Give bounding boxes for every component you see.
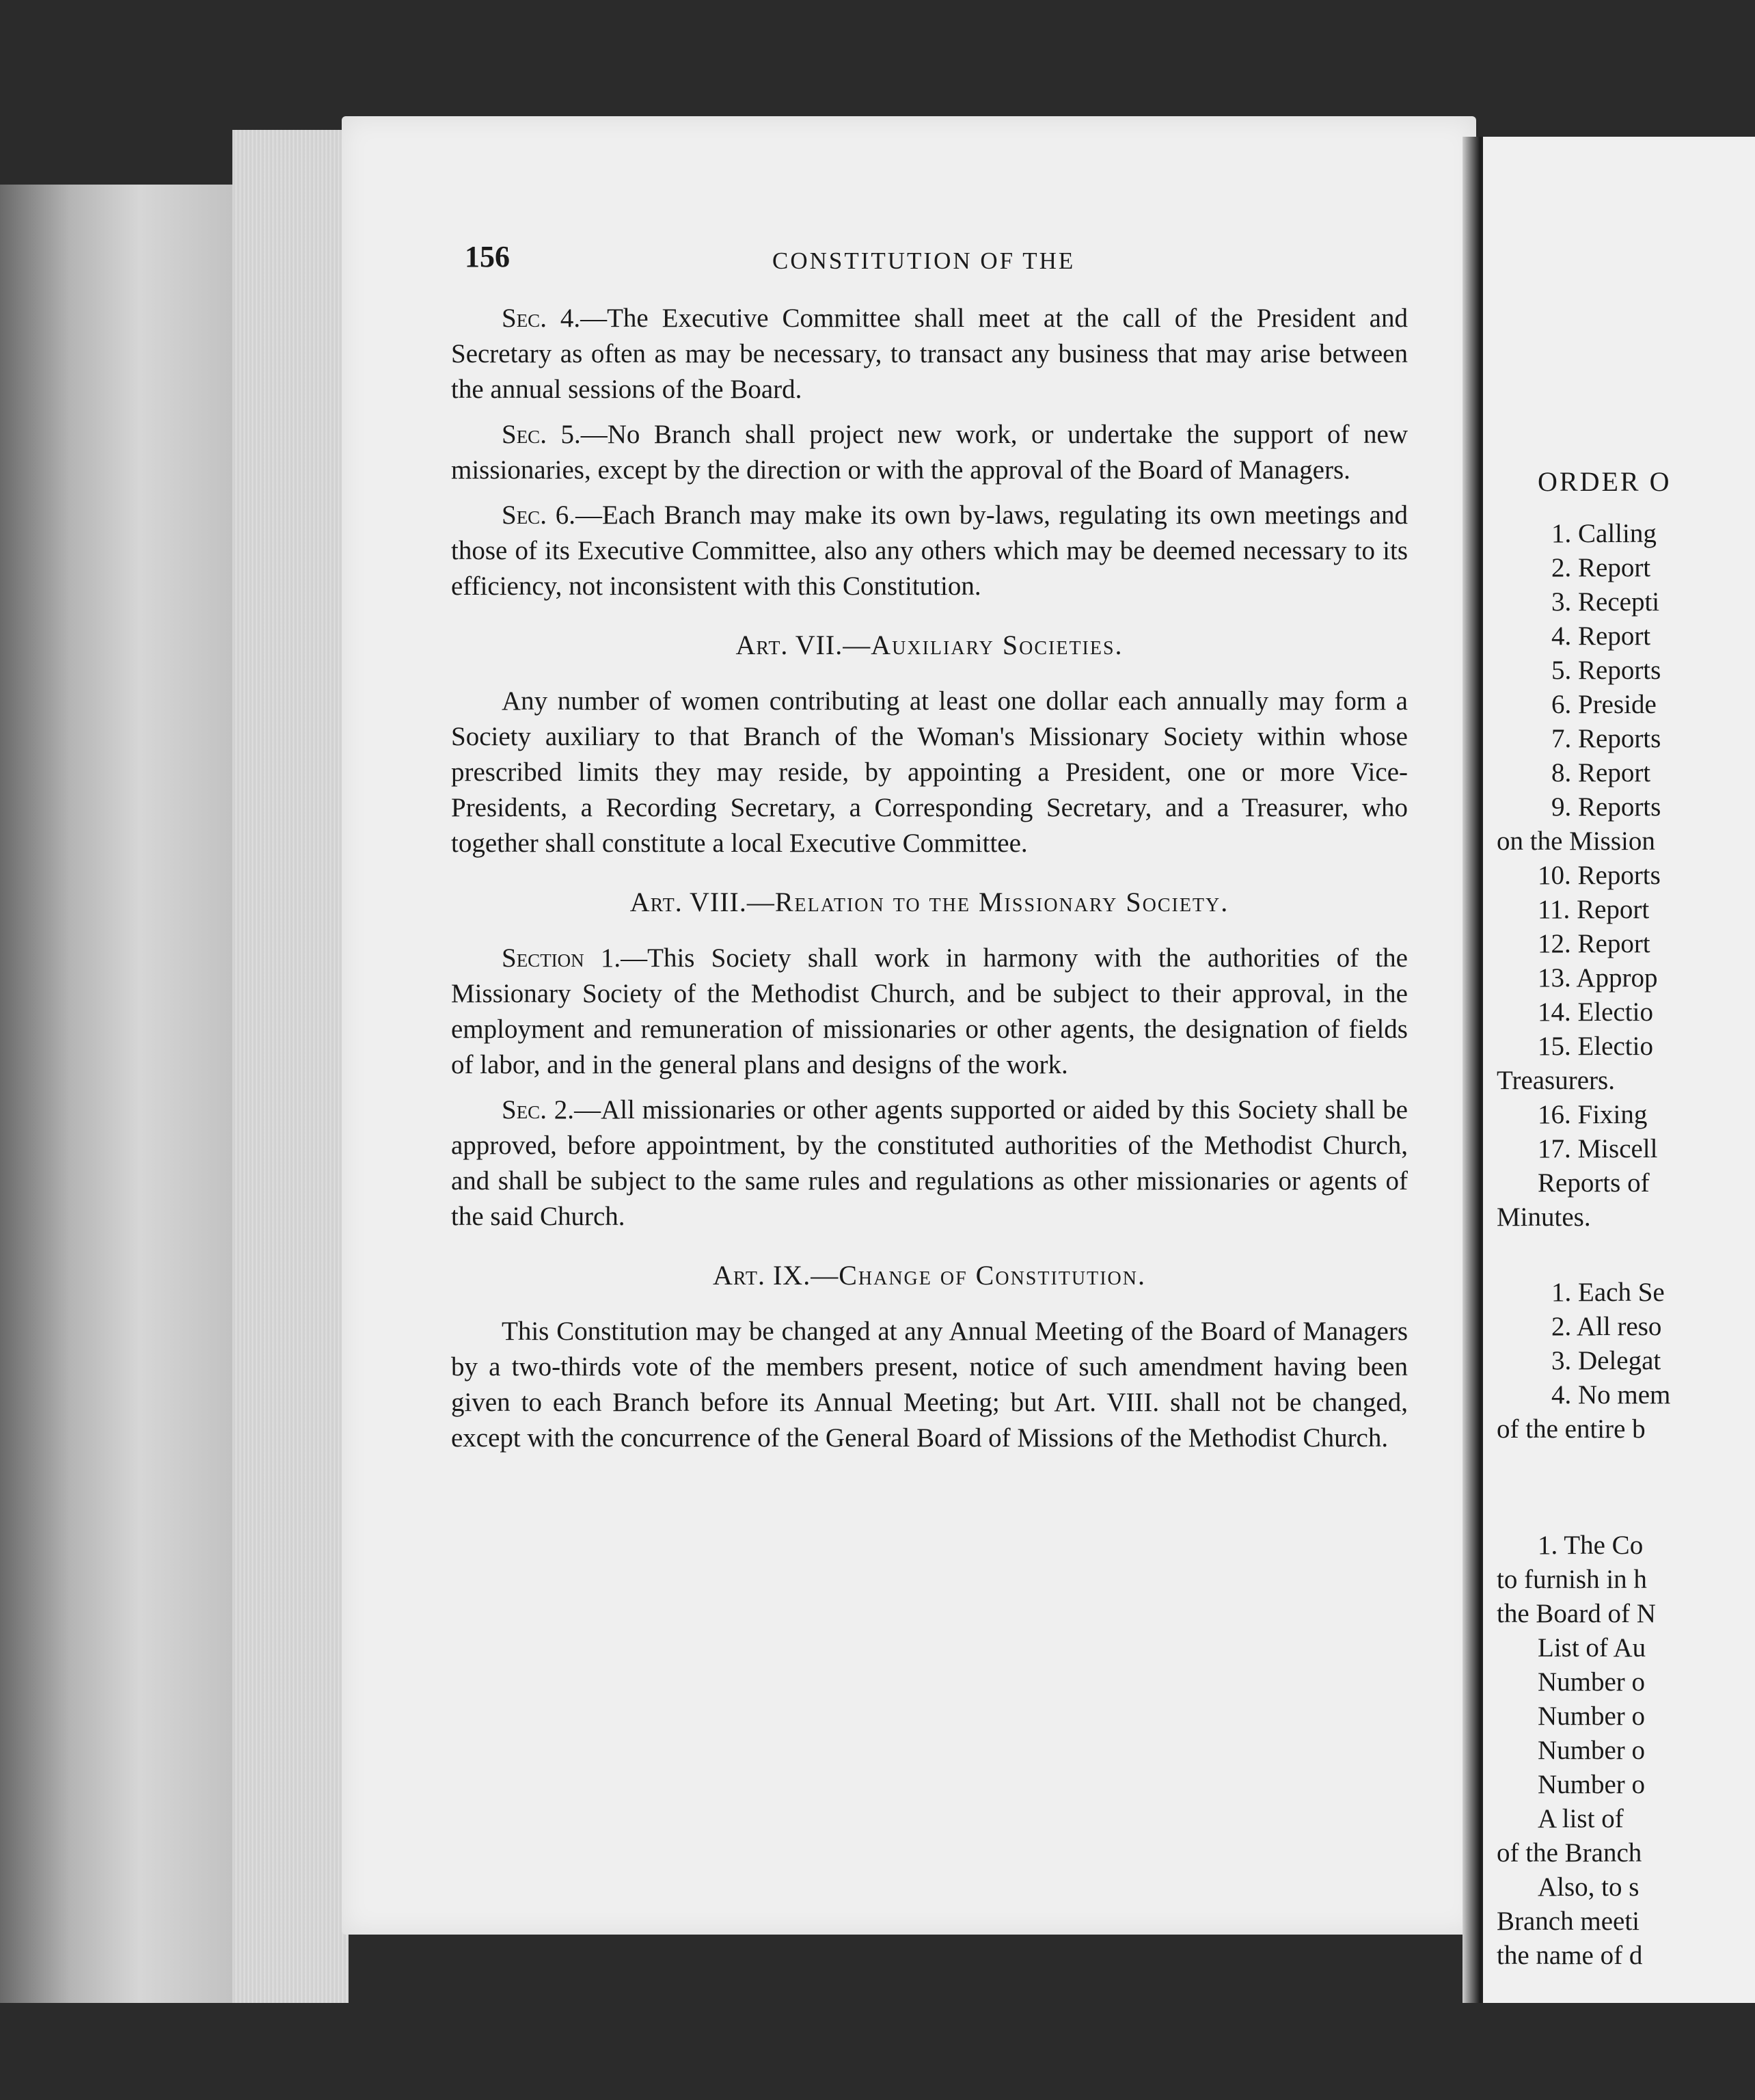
item-text: Report [1577,895,1650,924]
order-item [1497,1029,1755,1064]
order-item-continuation: Treasurers. [1497,1066,1615,1095]
order-item-continuation: on the Mission [1497,826,1655,856]
book-edge [0,185,232,2003]
item-num: 12. [1538,929,1571,958]
order-item [1497,756,1755,790]
running-head: CONSTITUTION OF THE [772,247,1076,274]
order-item [1497,585,1755,619]
order-item [1497,1132,1755,1166]
art-9-title: Change of Constitution. [839,1260,1146,1291]
order-item [1497,859,1755,893]
item-num: 15. [1538,1032,1571,1061]
sec-6-label: Sec. 6. [502,500,575,530]
right-page-title: ORDER O [1538,466,1672,497]
also-line: the name of d [1497,1941,1643,1970]
item-num: 14. [1538,997,1571,1027]
item-num: 16. [1538,1100,1571,1129]
item-text: Miscell [1577,1134,1658,1163]
item-text: Report [1578,553,1651,582]
item-text: Preside [1578,690,1657,719]
art-8-sec-1-text: —This Society shall work in harmony with the authorities of the Missionary Society of the Methodist Church, and be subject to their approval, in the employment and remuneration of missionaries or other agents, the designation of fields of labor, and in the general plans and designs of the work. [451,943,1408,1079]
also-line: Also, to s [1538,1872,1640,1902]
item-num: 6. [1551,690,1572,719]
order-item [1497,1098,1755,1132]
art-9-label: Art. IX.— [713,1260,839,1291]
item-text: Approp [1576,963,1658,993]
page-header [451,239,1408,301]
para-line: 1. The Co [1538,1531,1644,1560]
order-item [1497,927,1755,961]
item-num: 5. [1551,656,1572,685]
art-7-paragraph: Any number of women contributing at least one dollar each annually may form a Society auxiliary to that Branch of the Woman's Missionary Society within whose prescribed limits they may reside, by appointing a President, one or more Vice-Presidents, a Recording Secretary, a Corresponding Secretary, and a Treasurer, who together shall constitute a local Executive Committee. [451,686,1408,858]
order-item [1497,517,1755,551]
item-text: Electio [1577,997,1653,1027]
rule-item [1497,1276,1755,1310]
item-text: Calling [1578,519,1657,548]
art-9-heading [451,1258,1408,1293]
branch-line: of the Branch [1497,1838,1642,1868]
minutes-line: Minutes. [1497,1202,1591,1232]
item-text: Reports [1578,792,1661,822]
right-page-text [1497,465,1755,1973]
item-num: 8. [1551,758,1572,788]
item-num: 3. [1551,587,1572,617]
item-text: Report [1578,621,1651,651]
item-text: Report [1578,758,1651,788]
item-text: Reports [1578,724,1661,753]
art-7-heading [451,628,1408,663]
order-item [1497,722,1755,756]
rule-item [1497,1310,1755,1344]
list-line: List of Au [1538,1633,1646,1662]
item-num: 11. [1538,895,1570,924]
art-8-title: Relation to the Missionary Society. [774,887,1229,917]
item-num: 4. [1551,621,1572,651]
list-line: Number o [1538,1736,1646,1765]
item-text: Recepti [1578,587,1660,617]
item-num: 1. [1551,519,1572,548]
left-page-text [451,239,1408,1466]
art-8-sec-2-label: Sec. 2. [502,1095,575,1125]
item-text: Reports [1577,861,1661,890]
art-9-paragraph: This Constitution may be changed at any Annual Meeting of the Board of Managers by a two-thirds vote of the members present, notice of such amendment having been given to each Branch before its Annual Meeting; but Art. VIII. shall not be changed, except with the concurrence of the General Board of Missions of the Methodist Church. [451,1317,1408,1453]
art-8-heading [451,885,1408,920]
rule-num: 3. [1551,1346,1572,1375]
list-line: Number o [1538,1667,1646,1697]
item-text: Electio [1577,1032,1653,1061]
list-line: A list of [1538,1804,1624,1833]
order-item [1497,961,1755,995]
art-8-sec-2-paragraph [451,1092,1408,1235]
sec-5-text: —No Branch shall project new work, or undertake the support of new missionaries, except by the direction or with the approval of the Board of Managers. [451,420,1408,485]
art-8-sec-2-text: —All missionaries or other agents supported or aided by this Society shall be approved, before appointment, by the constituted authorities of the Methodist Church, and shall be subject to the same rules and regulations as other missionaries or agents of the said Church. [451,1095,1408,1231]
rule-num: 1. [1551,1278,1572,1307]
reports-of-line: Reports of [1538,1168,1650,1198]
item-num: 9. [1551,792,1572,822]
art-7-label: Art. VII.— [735,630,871,660]
rule-text: No mem [1578,1380,1671,1410]
item-text: Fixing [1577,1100,1648,1129]
sec-5-paragraph [451,417,1408,488]
rule-text: Each Se [1578,1278,1665,1307]
order-item [1497,790,1755,824]
sec-5-label: Sec. 5. [502,420,581,449]
also-line: Branch meeti [1497,1907,1640,1936]
list-line: Number o [1538,1770,1646,1799]
order-item [1497,995,1755,1029]
right-page [1483,137,1755,2003]
sec-6-text: —Each Branch may make its own by-laws, regulating its own meetings and those of its Executive Committee, also any others which may be deemed necessary to its efficiency, not inconsistent with this Constitution. [451,500,1408,601]
item-num: 2. [1551,553,1572,582]
para-line: the Board of N [1497,1599,1656,1628]
rule-text: All reso [1576,1312,1662,1341]
item-num: 17. [1538,1134,1571,1163]
order-item [1497,551,1755,585]
item-num: 13. [1538,963,1571,993]
order-item [1497,893,1755,927]
para-line: to furnish in h [1497,1565,1647,1594]
art-8-sec-1-paragraph [451,941,1408,1083]
order-item [1497,619,1755,654]
item-text: Report [1577,929,1650,958]
item-text: Reports [1578,656,1661,685]
rule-num: 4. [1551,1380,1572,1410]
page-edges [232,130,349,2003]
page-number: 156 [465,240,510,273]
sec-4-paragraph [451,301,1408,407]
sec-4-text: —The Executive Committee shall meet at the call of the President and Secretary as often as may be necessary, to transact any business that may arise between the annual sessions of the Board. [451,304,1408,404]
rule-num: 2. [1551,1312,1572,1341]
art-7-title: Auxiliary Societies. [871,630,1124,660]
order-item [1497,654,1755,688]
item-num: 7. [1551,724,1572,753]
rule-continuation: of the entire b [1497,1414,1646,1444]
rule-item [1497,1378,1755,1412]
sec-4-label: Sec. 4. [502,304,581,333]
item-num: 10. [1538,861,1571,890]
list-line: Number o [1538,1701,1646,1731]
rule-text: Delegat [1578,1346,1661,1375]
art-8-label: Art. VIII.— [629,887,775,917]
sec-6-paragraph [451,498,1408,604]
order-item [1497,688,1755,722]
art-8-sec-1-label: Section 1. [502,943,621,973]
rule-item [1497,1344,1755,1378]
